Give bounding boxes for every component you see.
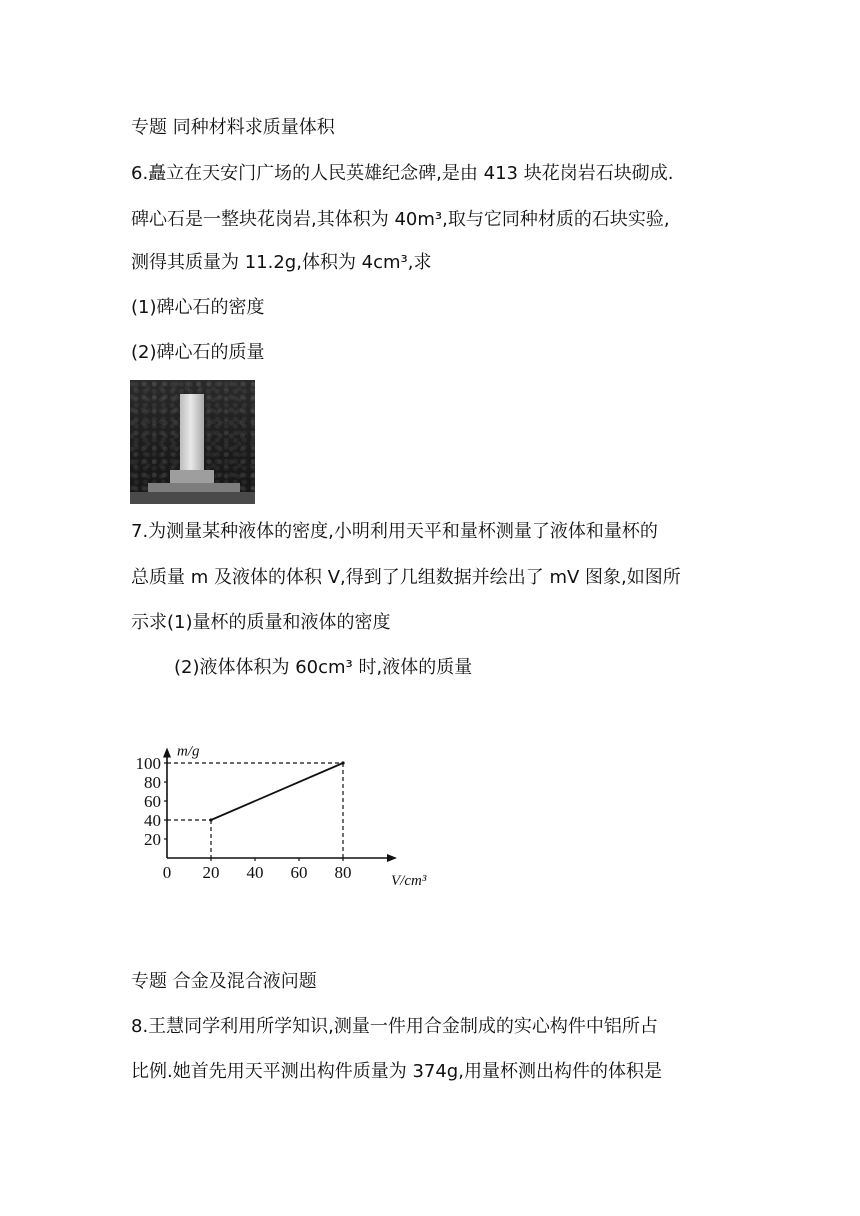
data-point (209, 818, 212, 821)
question-7-line-3: 示求(1)量杯的质量和液体的密度 (131, 612, 391, 633)
question-8-line-1: 8.王慧同学利用所学知识,测量一件用合金制成的实心构件中铝所占 (131, 1016, 658, 1037)
origin-label: 0 (162, 863, 172, 882)
y-axis-arrow (163, 748, 171, 758)
x-tick-label: 40 (246, 863, 264, 882)
question-6-part-2: (2)碑心石的质量 (131, 342, 265, 363)
x-axis-label: V/cm³ (391, 873, 427, 889)
mv-graph (125, 690, 445, 895)
question-6-line-1: 6.矗立在天安门广场的人民英雄纪念碑,是由 413 块花岗岩石块砌成. (131, 163, 674, 184)
data-point (341, 761, 344, 764)
x-axis-arrow (387, 854, 397, 862)
question-7-part-2: (2)液体体积为 60cm³ 时,液体的质量 (174, 657, 473, 678)
question-6-part-1: (1)碑心石的密度 (131, 297, 265, 318)
y-tick-label: 60 (144, 792, 161, 811)
x-tick-label: 60 (290, 863, 308, 882)
y-tick-label: 80 (144, 773, 161, 792)
section-title-same-material: 专题 同种材料求质量体积 (131, 117, 335, 138)
x-tick-label: 20 (202, 863, 220, 882)
x-tick-label: 80 (334, 863, 352, 882)
y-tick-label: 40 (144, 811, 161, 830)
monument-photo (130, 380, 255, 504)
question-7-line-1: 7.为测量某种液体的密度,小明利用天平和量杯测量了液体和量杯的 (131, 521, 658, 542)
question-7-line-2: 总质量 m 及液体的体积 V,得到了几组数据并绘出了 mV 图象,如图所 (131, 567, 681, 588)
y-tick-label: 20 (144, 830, 161, 849)
question-8-line-2: 比例.她首先用天平测出构件质量为 374g,用量杯测出构件的体积是 (131, 1061, 662, 1082)
section-title-alloy-mixture: 专题 合金及混合液问题 (131, 971, 317, 992)
y-tick-label: 100 (135, 754, 161, 773)
y-axis-label: m/g (177, 743, 200, 760)
data-line (211, 763, 343, 820)
question-6-line-2: 碑心石是一整块花岗岩,其体积为 40m³,取与它同种材质的石块实验, (131, 209, 670, 230)
question-6-line-3: 测得其质量为 11.2g,体积为 4cm³,求 (131, 252, 432, 273)
